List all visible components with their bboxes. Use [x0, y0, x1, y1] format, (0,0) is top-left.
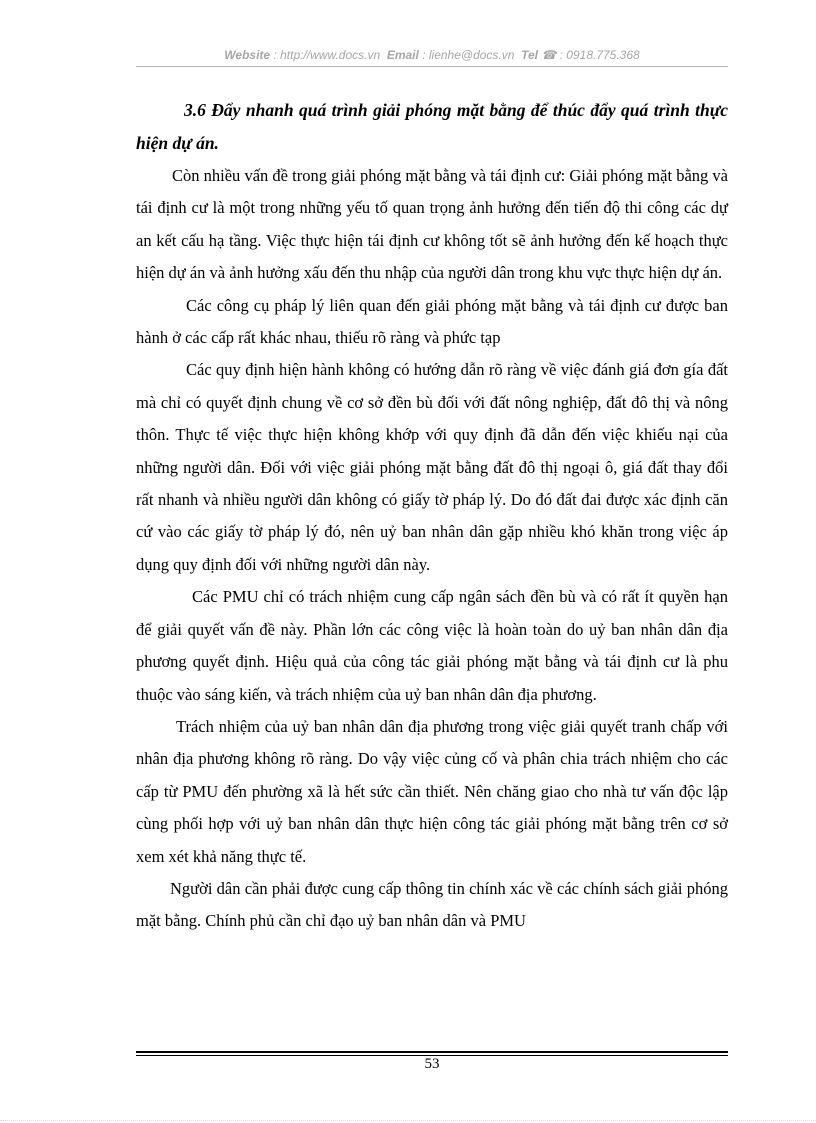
section-heading: 3.6 Đẩy nhanh quá trình giải phóng mặt bằng để thúc đẩy quá trình thực hiện dự án.	[136, 100, 728, 153]
document-body	[136, 94, 728, 938]
paragraph: Người dân cần phải được cung cấp thông tin chính xác về các chính sách giải phóng mặt bằng. Chính phủ cần chỉ đạo uỷ ban nhân dân và PMU	[136, 878, 728, 931]
paragraph: Còn nhiều vấn đề trong giải phóng mặt bằng và tái định cư: Giải phóng mặt bằng và tái định cư là một trong những yếu tố quan trọng ảnh hưởng đến tiến độ thi công các dự an kết cấu hạ tầng. Việc thực hiện tái định cư không tốt sẽ ảnh hưởng đến kế hoạch thực hiện dự án và ảnh hưởng xấu đến thu nhập của người dân trong khu vực thực hiện dự án.	[136, 166, 728, 283]
paragraph: Các PMU chỉ có trách nhiệm cung cấp ngân sách đền bù và có rất ít quyền hạn để giải quyết vấn đề này. Phần lớn các công việc là hoàn toàn do uỷ ban nhân dân địa phương quyết định. Hiệu quả của công tác giải phóng mặt bằng và tái định cư là phu thuộc vào sáng kiến, và trách nhiệm của uỷ ban nhân dân địa phương.	[136, 587, 728, 704]
footer-divider-thick	[136, 1051, 728, 1053]
page-edge-dots	[0, 1120, 816, 1121]
website-label: Website	[224, 48, 271, 62]
header-divider	[136, 66, 728, 67]
phone-number: ☎ : 0918.775.368	[541, 48, 640, 62]
website-url[interactable]: : http://www.docs.vn	[273, 48, 381, 62]
email-address[interactable]: : lienhe@docs.vn	[422, 48, 515, 62]
paragraph: Các quy định hiện hành không có hướng dẫn rõ ràng về việc đánh giá đơn gía đất mà chỉ có quyết định chung về cơ sở đền bù đối với đất nông nghiệp, đất đô thị và nông thôn. Thực tế việc thực hiện không khớp với quy định đã dẫn đến việc khiếu nại của những người dân. Đối với việc giải phóng mặt bằng đất đô thị ngoại ô, giá đất thay đổi rất nhanh và nhiều người dân không có giấy tờ pháp lý. Do đó đất đai được xác định căn cứ vào các giấy tờ pháp lý đó, nên uỷ ban nhân dân gặp nhiều khó khăn trong việc áp dụng quy định đối với những người dân này.	[136, 360, 728, 574]
page-number: 53	[424, 1056, 440, 1072]
paragraph: Các công cụ pháp lý liên quan đến giải phóng mặt bằng và tái định cư được ban hành ở các cấp rất khác nhau, thiếu rõ ràng và phức tạp	[136, 295, 728, 348]
email-label: Email	[386, 48, 419, 62]
tel-label: Tel	[521, 48, 538, 62]
page-header	[136, 48, 728, 62]
paragraph: Trách nhiệm của uỷ ban nhân dân địa phương trong việc giải quyết tranh chấp với nhân địa phương không rõ ràng. Do vậy việc củng cố và phân chia trách nhiệm cho các cấp từ PMU đến phường xã là hết sức cần thiết. Nên chăng giao cho nhà tư vấn độc lập cùng phối hợp với uỷ ban nhân dân thực hiện công tác giải phóng mặt bằng trên cơ sở xem xét khả năng thực tế.	[136, 716, 728, 866]
